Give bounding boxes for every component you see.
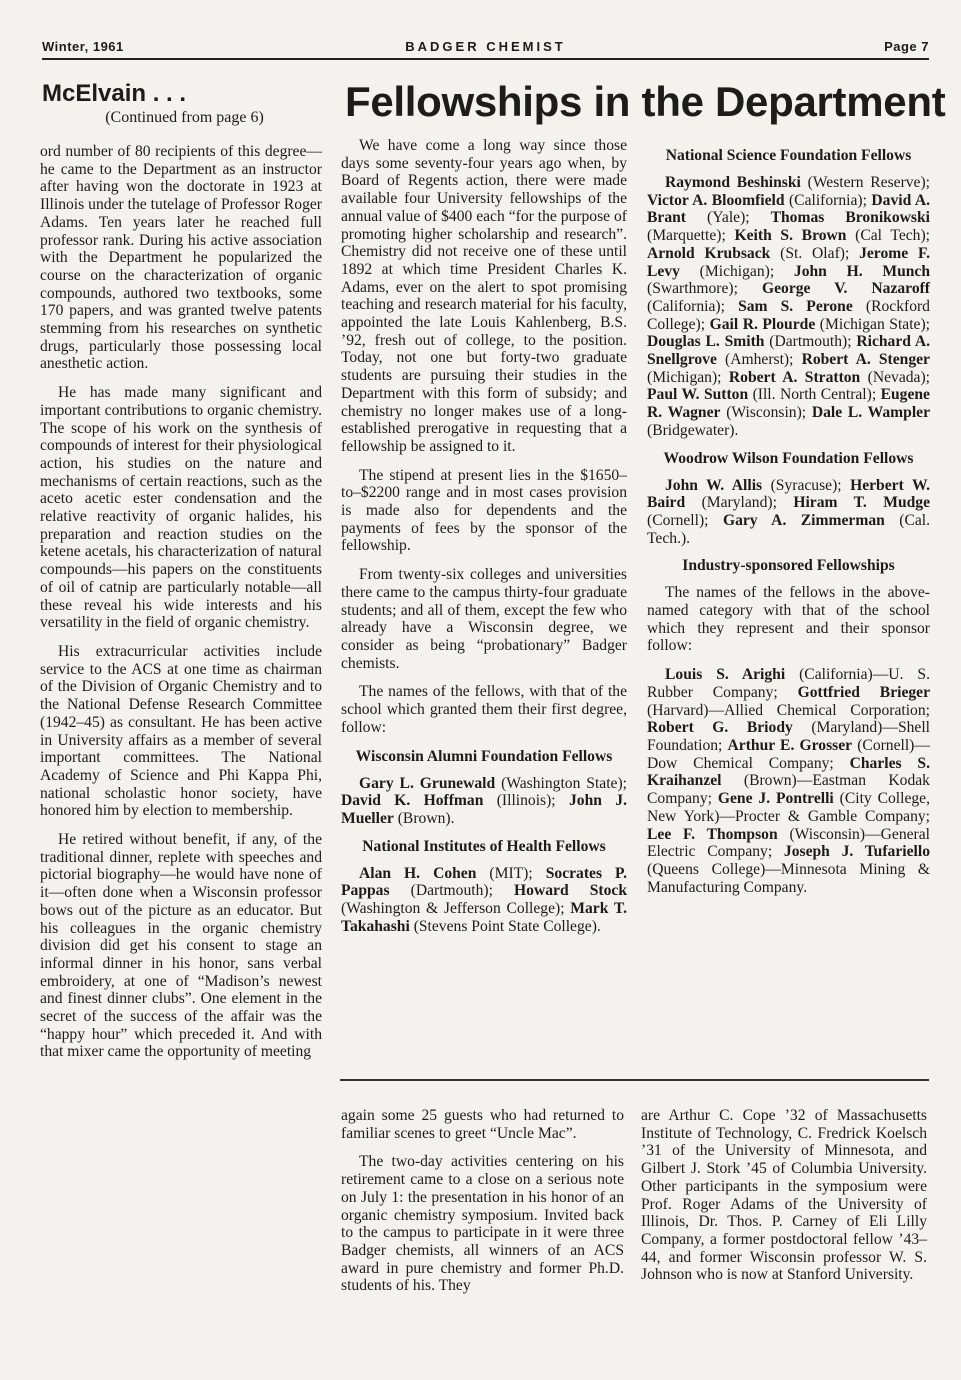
fellow-school: (Stevens Point State College). xyxy=(413,917,601,935)
fellow-name: David A. Brant xyxy=(647,191,930,227)
fellow-school: (Western Reserve); xyxy=(807,174,931,191)
fellowships-paragraph: We have come a long way since those days some seventy-four years ago when, by Board of Regents action, there were made available four University fellowships of the annual value of $400 each “for the purpose of promoting higher scholarship and research”. Chemistry did not receive one of these until 1892 at which time President Charles K. Adams, ever on the alert to spot promising teaching and research material for his faculty, appointed the late Louis Kahlenberg, B.S. ’92, fresh out of college, to the position. Today, not one but forty-two graduate students are pursuing their studies in the Department with this form of subsidy; and chemistry no longer makes use of a long-established prerogative in requesting that a fellowship be assigned to it. xyxy=(341,137,627,455)
fellow-school: (Amherst); xyxy=(725,351,794,369)
fellow-name: Louis S. Arighi xyxy=(665,666,786,684)
warf-heading: Wisconsin Alumni Foundation Fellows xyxy=(355,747,613,765)
fellow-name: John J. Mueller xyxy=(341,792,627,827)
fellow-name: Gary L. Grunewald xyxy=(359,774,496,792)
fellow-school: (California)—U. S. Rubber Company; xyxy=(647,666,930,701)
fellowships-column-1 xyxy=(341,137,627,945)
fellow-name: Hiram T. Mudge xyxy=(793,494,931,512)
mcelvain-paragraph: His extracurricular activities include service to the ACS at one time as chairman of the Division of Organic Chemistry and to the National Defense Research Committee (1942–45) as consultant. He has been active in University affairs as a member of several important committees. The National Academy of Science and Phi Kappa Phi, national scholastic honor society, have honored him by election to membership. xyxy=(40,642,322,820)
fellow-school: (City College, New York)—Procter & Gamble Company; xyxy=(647,790,930,825)
fellow-school: (Washington State); xyxy=(501,774,627,792)
running-header xyxy=(42,36,929,60)
fellowships-column-2 xyxy=(647,137,930,906)
mcelvain-paragraph: The two-day activities centering on his retirement came to a close on a serious note on July 1: the presentation in his honor of an organic chemistry symposium. Invited back to the campus to participate in it were three Badger chemists, all winners of an ACS award in pure chemistry and former Ph.D. students of his. They xyxy=(341,1153,624,1295)
page-number: Page 7 xyxy=(884,39,929,54)
fellow-name: Howard Stock xyxy=(514,882,627,900)
fellow-name: Herbert W. Baird xyxy=(647,476,931,512)
fellow-school: (Michigan); xyxy=(647,368,722,386)
fellow-name: Keith S. Brown xyxy=(734,227,847,245)
fellow-name: Gail R. Plourde xyxy=(709,315,816,333)
fellow-school: (Illinois); xyxy=(496,792,556,810)
fellow-name: Robert A. Stenger xyxy=(801,351,930,369)
fellow-school: (Michigan State); xyxy=(819,315,930,333)
fellow-name: Eugene R. Wagner xyxy=(647,386,930,422)
fellow-name: Victor A. Bloomfield xyxy=(647,191,785,209)
fellow-school: (Wisconsin)—General Electric Company; xyxy=(647,825,930,861)
continued-note: (Continued from page 6) xyxy=(105,109,264,126)
fellow-school: (Dartmouth); xyxy=(769,333,852,351)
mcelvain-title: McElvain . . . xyxy=(42,80,187,107)
fellow-name: John H. Munch xyxy=(793,262,931,280)
fellow-name: Lee F. Thompson xyxy=(647,825,778,843)
fellow-name: George V. Nazaroff xyxy=(761,280,931,298)
fellow-school: (St. Olaf); xyxy=(780,244,850,262)
fellow-school: (Dartmouth); xyxy=(410,882,493,900)
fellow-school: (Swarthmore); xyxy=(647,280,738,298)
fellow-name: Charles S. Kraihanzel xyxy=(647,754,931,790)
ww-heading: Woodrow Wilson Foundation Fellows xyxy=(663,449,914,467)
fellow-name: Gene J. Pontrelli xyxy=(717,790,834,808)
mcelvain-paragraph: He has made many significant and important contributions to organic chemistry. The scope of his work on the synthesis of compounds of interest for their physiological action, his studies on the nature and mechanisms of certain reactions, such as the aceto acetic ester condensation and the relative reactivity of organic halides, his preparation and reaction studies on the ketene acetals, his characterization of natural compounds—his papers on the constituents of oil of catnip are particularly notable—all these reveal his wide interests and his versatility in the field of organic chemistry. xyxy=(40,384,322,632)
industry-heading: Industry-sponsored Fellowships xyxy=(682,557,895,575)
warf-list xyxy=(341,775,627,828)
fellow-name: Jerome F. Levy xyxy=(647,244,930,280)
fellow-school: (MIT); xyxy=(489,864,533,882)
fellow-school: (Syracuse); xyxy=(770,476,842,494)
nih-list xyxy=(341,865,627,936)
fellow-name: Arthur E. Grosser xyxy=(727,736,853,754)
fellow-school: (Cornell)—Dow Chemical Company; xyxy=(647,736,930,772)
fellow-name: Richard A. Snellgrove xyxy=(647,333,931,369)
fellow-school: (Maryland); xyxy=(701,494,777,512)
fellow-name: David K. Hoffman xyxy=(341,792,484,810)
industry-list xyxy=(647,666,930,896)
fellow-school: (Rockford College); xyxy=(647,297,930,333)
mcelvain-paragraph: He retired without benefit, if any, of the traditional dinner, replete with speeches and pictorial biography—he would have none of it—often done when a Wisconsin professor bows out of the picture as an educator. But his colleagues in the organic chemistry division did get his consent to stage an informal dinner in his honor, sans verbal embroidery, at one of “Madison’s newest and finest dinner clubs”. One element in the secret of the success of the affair was the “happy hour” which preceded it. And with that mixer came the opportunity of meeting xyxy=(40,831,322,1061)
fellow-school: (Bridgewater). xyxy=(647,421,739,439)
mcelvain-continuation-2 xyxy=(641,1107,927,1295)
mcelvain-continuation-1 xyxy=(341,1107,624,1306)
fellow-school: (California); xyxy=(788,191,867,209)
fellow-name: Sam S. Perone xyxy=(738,297,853,315)
fellow-name: Arnold Krubsack xyxy=(647,244,771,262)
fellow-name: Gary A. Zimmerman xyxy=(722,511,885,529)
industry-intro: The names of the fellows in the above-named category with that of the school which they represent and their sponsor follow: xyxy=(647,584,930,655)
ww-list xyxy=(647,477,930,548)
fellow-school: (Cal. Tech.). xyxy=(647,511,930,547)
fellowships-paragraph: The stipend at present lies in the $1650–to–$2200 range and in most cases provision is made also for dependents and the payments of fees by the sponsor of the fellowship. xyxy=(341,466,627,555)
fellow-name: Douglas L. Smith xyxy=(647,333,765,351)
fellow-name: Mark T. Takahashi xyxy=(341,900,628,935)
mcelvain-paragraph: are Arthur C. Cope ’32 of Massachusetts Institute of Technology, C. Fredrick Koelsch ’31 of the University of Minnesota, and Gilbert J. Stork ’45 of Columbia University. Other participants in the symposium were Prof. Roger Adams of the University of Illinois, Dr. Thos. P. Carney of Eli Lilly Company, a former postdoctoral fellow ’43–44, and former Wisconsin professor W. S. Johnson who is now at Stanford University. xyxy=(641,1107,927,1284)
fellow-name: Joseph J. Tufariello xyxy=(783,843,930,861)
fellow-name: Raymond Beshinski xyxy=(665,174,801,191)
fellow-name: Paul W. Sutton xyxy=(647,386,749,404)
fellow-name: Gottfried Brieger xyxy=(797,683,931,701)
fellow-name: Thomas Bronikowski xyxy=(770,209,930,227)
fellow-name: Robert G. Briody xyxy=(647,719,793,737)
fellowships-paragraph: From twenty-six colleges and universities there came to the campus thirty-four graduate students; and all of them, except the few who already have a Wisconsin degree, we consider as being “probationary” Badger chemists. xyxy=(341,566,627,672)
fellow-school: (Washington & Jefferson College); xyxy=(341,900,565,918)
nih-heading: National Institutes of Health Fellows xyxy=(362,837,606,855)
fellowships-paragraph: The names of the fellows, with that of the school which granted them their first degree, follow: xyxy=(341,683,627,736)
section-divider xyxy=(340,1079,929,1081)
mcelvain-paragraph: again some 25 guests who had returned to familiar scenes to greet “Uncle Mac”. xyxy=(341,1107,624,1142)
fellow-name: Socrates P. Pappas xyxy=(341,864,627,900)
fellow-school: (Harvard)—Allied Chemical Corporation; xyxy=(647,701,930,719)
issue-date: Winter, 1961 xyxy=(42,39,124,54)
publication-name: BADGER CHEMIST xyxy=(405,39,566,54)
fellow-school: (Ill. North Central); xyxy=(752,386,877,404)
fellow-school: (Cal Tech); xyxy=(855,227,930,245)
nsf-list xyxy=(647,174,930,440)
mcelvain-paragraph: ord number of 80 recipients of this degree—he came to the Department as an instructor after having won the doctorate in 1923 at Illinois under the tutelage of Professor Roger Adams. Ten years later he reached full professor rank. During his active association with the Department he popularized the course on the characterization of organic compounds, authored two textbooks, some 170 papers, and was granted twelve patents stemming from his researches on synthetic drugs, particularly those possessing local anesthetic action. xyxy=(40,143,322,373)
fellow-school: (Brown)—Eastman Kodak Company; xyxy=(647,772,930,808)
fellow-school: (Michigan); xyxy=(699,262,775,280)
fellow-name: Dale L. Wampler xyxy=(811,404,931,422)
fellow-school: (Queens College)—Minnesota Mining & Manufacturing Company. xyxy=(647,860,930,896)
fellow-name: John W. Allis xyxy=(665,476,763,494)
fellow-school: (Yale); xyxy=(707,209,750,227)
fellow-school: (Wisconsin); xyxy=(726,404,807,422)
fellow-school: (Brown). xyxy=(397,809,455,827)
fellow-school: (Marquette); xyxy=(647,227,726,245)
fellow-name: Robert A. Stratton xyxy=(728,368,861,386)
fellow-name: Alan H. Cohen xyxy=(359,864,477,882)
fellow-school: (Nevada); xyxy=(867,368,930,386)
fellow-school: (California); xyxy=(647,297,725,315)
fellowships-title: Fellowships in the Department xyxy=(345,78,946,125)
mcelvain-column xyxy=(40,143,322,1072)
fellow-school: (Cornell); xyxy=(647,511,709,529)
fellow-school: (Maryland)—Shell Foundation; xyxy=(647,719,931,754)
nsf-heading: National Science Foundation Fellows xyxy=(665,147,912,164)
